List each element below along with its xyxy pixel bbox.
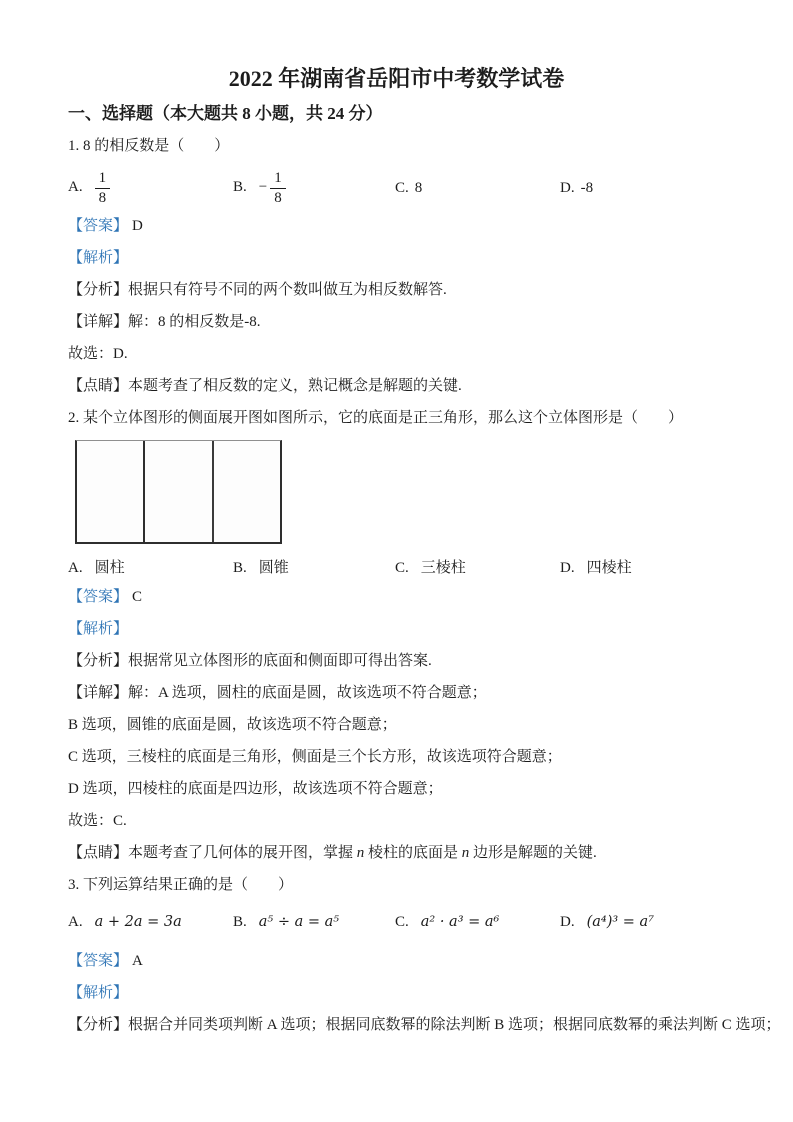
option-b-value: 圆锥 bbox=[258, 560, 289, 576]
q1-answer-line bbox=[68, 216, 725, 237]
q3-option-c bbox=[395, 914, 560, 931]
q3-analysis-line bbox=[68, 1015, 781, 1036]
formula-a4-cubed: (a⁴)³ = a⁷ bbox=[586, 913, 655, 930]
q2-detail-line-c: C 选项，三棱柱的底面是三角形，侧面是三个长方形，故该选项符合题意； bbox=[68, 749, 562, 765]
fraction-numerator: 1 bbox=[95, 170, 111, 189]
formula-a-plus-2a: a + 2a = 3a bbox=[94, 913, 182, 930]
fenxi-label: 【分析】 bbox=[68, 282, 129, 298]
q1-option-b bbox=[233, 170, 395, 207]
figure-panel-left bbox=[77, 441, 143, 542]
fraction-numerator: 1 bbox=[270, 170, 286, 189]
q3-option-d bbox=[560, 914, 725, 931]
option-a-label: A. bbox=[68, 179, 83, 196]
q2-note-part: 棱柱的底面是 bbox=[364, 845, 462, 861]
q2-note-line bbox=[68, 843, 725, 864]
option-d-value: -8 bbox=[580, 179, 594, 196]
option-c-value: 三棱柱 bbox=[420, 560, 466, 576]
q2-detail-line-d: D 选项，四棱柱的底面是四边形，故该选项不符合题意； bbox=[68, 781, 443, 797]
q1-option-d bbox=[560, 180, 725, 197]
q1-note-text: 本题考查了相反数的定义，熟记概念是解题的关键. bbox=[128, 378, 462, 394]
dianjing-label: 【点睛】 bbox=[68, 378, 129, 394]
q2-stem: 2. 某个立体图形的侧面展开图如图所示，它的底面是正三角形，那么这个立体图形是（ ） bbox=[68, 410, 684, 426]
formula-a5-div-a: a⁵ ÷ a = a⁵ bbox=[258, 913, 340, 930]
option-a-label: A. bbox=[68, 913, 83, 930]
q1-analysis-text: 根据只有符号不同的两个数叫做互为相反数解答. bbox=[128, 282, 447, 298]
option-c-label: C. bbox=[395, 560, 409, 576]
option-b-label: B. bbox=[233, 560, 247, 576]
minus-sign: − bbox=[258, 179, 268, 196]
fraction-denominator: 8 bbox=[98, 189, 107, 206]
fenxi-label: 【分析】 bbox=[68, 1017, 129, 1033]
answer-label: 【答案】 bbox=[68, 589, 129, 605]
q1-stem: 1. 8 的相反数是（ ） bbox=[68, 138, 230, 154]
q2-option-b bbox=[233, 556, 395, 577]
q2-option-d bbox=[560, 556, 725, 577]
q3-answer-line bbox=[68, 951, 725, 972]
page-title: 2022 年湖南省岳阳市中考数学试卷 bbox=[228, 66, 565, 91]
section-heading: 一、选择题（本大题共 8 小题，共 24 分） bbox=[68, 104, 383, 123]
variable-n: n bbox=[356, 845, 365, 861]
q2-detail-line-a bbox=[68, 683, 725, 704]
answer-label: 【答案】 bbox=[68, 218, 129, 234]
q2-detail-line-b: B 选项，圆锥的底面是圆，故该选项不符合题意； bbox=[68, 717, 397, 733]
q3-option-a bbox=[68, 914, 233, 931]
q3-option-b bbox=[233, 914, 395, 931]
q1-analysis-line bbox=[68, 280, 725, 301]
option-d-label: D. bbox=[560, 560, 575, 576]
fraction-one-eighth bbox=[95, 170, 111, 207]
q3-answer-value: A bbox=[132, 953, 143, 969]
dianjing-label: 【点睛】 bbox=[68, 845, 129, 861]
q1-note-line bbox=[68, 376, 725, 397]
q1-option-a bbox=[68, 170, 233, 207]
fraction-one-eighth bbox=[270, 170, 286, 207]
option-a-value: 圆柱 bbox=[94, 560, 125, 576]
q3-options-row bbox=[68, 907, 725, 937]
q1-answer-value: D bbox=[132, 218, 143, 234]
xiangjie-label: 【详解】 bbox=[68, 314, 129, 330]
fraction-denominator: 8 bbox=[274, 189, 282, 206]
q2-options-row bbox=[68, 556, 725, 577]
q2-jiexi-line bbox=[68, 619, 725, 640]
q2-conclusion-line: 故选：C. bbox=[68, 813, 127, 829]
fenxi-label: 【分析】 bbox=[68, 653, 129, 669]
jiexi-label: 【解析】 bbox=[68, 250, 129, 266]
q1-detail-line bbox=[68, 312, 725, 333]
q2-answer-value: C bbox=[132, 589, 143, 605]
q2-unfolded-surface-figure bbox=[75, 440, 282, 544]
jiexi-label: 【解析】 bbox=[68, 621, 129, 637]
q1-conclusion-line: 故选：D. bbox=[68, 346, 128, 362]
q1-option-c bbox=[395, 180, 560, 197]
formula-a2-times-a3: a² · a³ = a⁶ bbox=[420, 913, 500, 930]
q2-answer-line bbox=[68, 587, 725, 608]
option-d-value: 四棱柱 bbox=[586, 560, 632, 576]
q1-jiexi-line bbox=[68, 248, 725, 269]
option-d-label: D. bbox=[560, 179, 575, 196]
q2-note-part: 本题考查了几何体的展开图，掌握 bbox=[128, 845, 357, 861]
variable-n: n bbox=[461, 845, 470, 861]
q2-detail-a-text: 解：A 选项，圆柱的底面是圆，故该选项不符合题意； bbox=[128, 685, 487, 701]
answer-label: 【答案】 bbox=[68, 953, 129, 969]
option-c-label: C. bbox=[395, 179, 409, 196]
option-a-label: A. bbox=[68, 560, 83, 576]
q2-note-part: 边形是解题的关键. bbox=[469, 845, 597, 861]
figure-panel-right bbox=[214, 441, 280, 542]
jiexi-label: 【解析】 bbox=[68, 985, 129, 1001]
option-b-label: B. bbox=[233, 179, 247, 196]
q1-detail-text: 解：8 的相反数是-8. bbox=[128, 314, 261, 330]
xiangjie-label: 【详解】 bbox=[68, 685, 129, 701]
q1-options-row bbox=[68, 166, 725, 210]
q2-analysis-text: 根据常见立体图形的底面和侧面即可得出答案. bbox=[128, 653, 432, 669]
q2-option-c bbox=[395, 556, 560, 577]
option-b-label: B. bbox=[233, 913, 247, 930]
q3-jiexi-line bbox=[68, 983, 725, 1004]
option-c-label: C. bbox=[395, 913, 409, 930]
q2-option-a bbox=[68, 556, 233, 577]
q2-analysis-line bbox=[68, 651, 725, 672]
q3-stem: 3. 下列运算结果正确的是（ ） bbox=[68, 877, 294, 893]
option-c-value: 8 bbox=[414, 179, 423, 196]
figure-panel-middle bbox=[143, 441, 213, 542]
option-d-label: D. bbox=[560, 913, 575, 930]
q3-analysis-text: 根据合并同类项判断 A 选项；根据同底数幂的除法判断 B 选项；根据同底数幂的乘法判断 C 选项； bbox=[128, 1017, 781, 1033]
